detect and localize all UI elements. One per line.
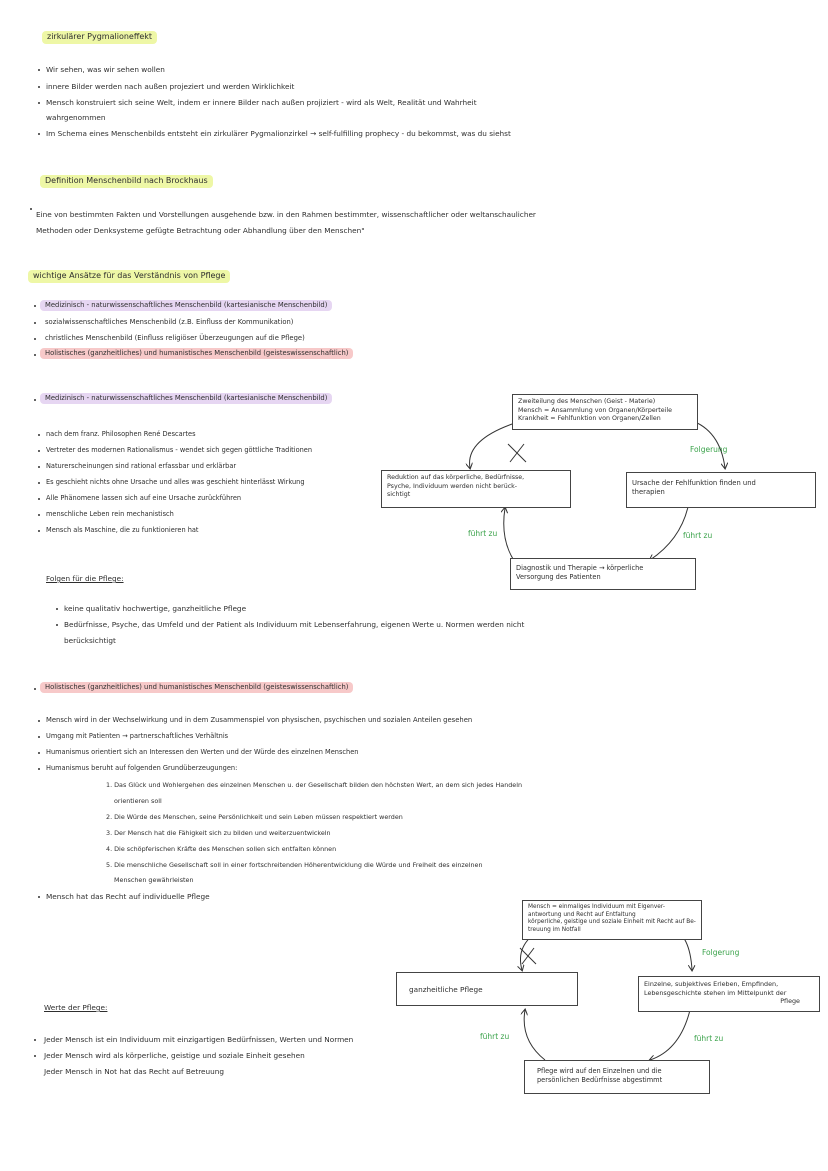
numbered-line: Menschen gewährleisten (114, 876, 194, 884)
text-line: Mensch hat das Recht auf individuelle Pflege (46, 892, 210, 901)
box-line: persönlichen Bedürfnisse abgestimmt (537, 1075, 663, 1084)
cross-mark (508, 444, 526, 462)
label-fuehrt-zu: führt zu (694, 1034, 724, 1043)
text-line: Holistisches (ganzheitliches) und humanistisches Menschenbild (geisteswissenschaftlich) (40, 348, 353, 359)
text-line: Wir sehen, was wir sehen wollen (46, 65, 165, 74)
box-line: Reduktion auf das körperliche, Bedürfnisse, (387, 474, 525, 481)
box-line: Mensch = Ansammlung von Organen/Körperteile (518, 406, 673, 414)
definition-text: Eine von bestimmten Fakten und Vorstellungen ausgehende bzw. in den Rahmen bestimmter, wissenschaftlicher oder weltanschaulicher (36, 210, 536, 219)
bullet (34, 1055, 36, 1057)
text-line: Jeder Mensch wird als körperliche, geistige und soziale Einheit gesehen (44, 1051, 305, 1060)
box-line: Pflege (780, 997, 800, 1006)
bullet (38, 736, 40, 738)
diagram2-box-bottom (524, 1060, 710, 1094)
heading-ansaetze: wichtige Ansätze für das Verständnis von Pflege (28, 270, 230, 283)
heading-holistisch: Holistisches (ganzheitliches) und humanistisches Menschenbild (geisteswissenschaftlich) (40, 682, 353, 693)
definition-text: Methoden oder Denksysteme gefügte Betrachtung oder Abhandlung über den Menschen" (36, 226, 365, 235)
text-line: berücksichtigt (64, 636, 116, 645)
box-line: Zweiteilung des Menschen (Geist - Materie) (518, 398, 656, 405)
heading-werte: Werte der Pflege: (44, 1003, 108, 1012)
box-line: Ursache der Fehlfunktion finden und (632, 479, 756, 487)
box-line: treuung im Notfall (528, 926, 581, 933)
text-line: sozialwissenschaftliches Menschenbild (z.B. Einfluss der Kommunikation) (45, 318, 294, 326)
diagram2-box-left (396, 972, 578, 1006)
bullet (34, 688, 36, 690)
box-line: Versorgung des Patienten (516, 572, 601, 581)
text-line: Umgang mit Patienten → partnerschaftliches Verhältnis (46, 732, 229, 740)
text-line: Humanismus orientiert sich an Interessen den Werten und der Würde des einzelnen Menschen (46, 748, 359, 756)
text-line: Mensch wird in der Wechselwirkung und in dem Zusammenspiel von physischen, psychischen und sozialen Anteilen gesehen (46, 716, 473, 724)
box-line: Krankheit = Fehlfunktion von Organen/Zellen (518, 415, 661, 422)
diagram1-box-bottom (510, 558, 696, 590)
text-line: Mensch konstruiert sich seine Welt, indem er innere Bilder nach außen projiziert - wird als Welt, Realität und Wahrheit (46, 98, 477, 107)
arrow (504, 508, 515, 562)
cross-mark (520, 948, 536, 964)
text-line: Humanismus beruht auf folgenden Grundüberzeugungen: (46, 764, 238, 772)
diagram1-box-top (512, 394, 698, 430)
diagram2-box-top (522, 900, 702, 940)
label-fuehrt-zu: führt zu (468, 529, 498, 538)
box-line: Einzelne, subjektives Erleben, Empfinden, (644, 980, 779, 988)
bullet (38, 720, 40, 722)
box-line: therapien (632, 488, 665, 497)
heading-medizinisch: Medizinisch - naturwissenschaftliches Menschenbild (kartesianische Menschenbild) (40, 393, 332, 404)
label-folgerung: Folgerung (702, 948, 740, 957)
box-line: Mensch = einmaliges Individuum mit Eigenver- (528, 904, 665, 910)
box-line: Lebensgeschichte stehen im Mittelpunkt der (644, 988, 787, 997)
text-line: menschliche Leben rein mechanistisch (46, 510, 174, 518)
text-line: wahrgenommen (46, 113, 106, 122)
box-line: antwortung und Recht auf Entfaltung (528, 911, 636, 918)
label-folgerung: Folgerung (690, 445, 728, 454)
arrow (470, 423, 515, 468)
box-line: ganzheitliche Pflege (409, 985, 483, 994)
bullet (38, 896, 40, 898)
bullet (34, 1039, 36, 1041)
numbered-line: 5. Die menschliche Gesellschaft soll in einer fortschreitenden Höherentwicklung die Würde und Freiheit des einzelnen (106, 861, 483, 869)
box-line: Pflege wird auf den Einzelnen und die (537, 1067, 662, 1075)
text-line: Im Schema eines Menschenbilds entsteht ein zirkulärer Pygmalionzirkel → self-fulfilling prophecy - du bekommst, was du siehst (46, 129, 511, 138)
bullet (38, 768, 40, 770)
diagram2-box-right (638, 976, 820, 1012)
label-fuehrt-zu: führt zu (683, 531, 713, 540)
box-line: körperliche, geistige und soziale Einheit mit Recht auf Be- (528, 919, 696, 926)
text-line: nach dem franz. Philosophen René Descartes (46, 430, 196, 438)
arrow (650, 1010, 690, 1060)
text-line: keine qualitativ hochwertige, ganzheitliche Pflege (64, 604, 247, 613)
text-line: Mensch als Maschine, die zu funktionieren hat (46, 526, 199, 534)
text-line: Jeder Mensch ist ein Individuum mit einzigartigen Bedürfnissen, Werten und Normen (44, 1035, 354, 1044)
heading-folgen: Folgen für die Pflege: (46, 574, 124, 583)
box-line: sichtigt (387, 491, 411, 498)
text-line: Naturerscheinungen sind rational erfassbar und erklärbar (46, 462, 237, 470)
numbered-line: orientieren soll (114, 797, 162, 805)
text-line: christliches Menschenbild (Einfluss religiöser Überzeugungen auf die Pflege) (45, 334, 305, 342)
text-line: Alle Phänomene lassen sich auf eine Ursache zurückführen (46, 494, 242, 502)
heading-pygmalion: zirkulärer Pygmalioneffekt (42, 31, 157, 44)
box-line: Diagnostik und Therapie → körperliche (516, 564, 644, 572)
box-line: Psyche, Individuum werden nicht berück- (387, 482, 518, 490)
diagram1-box-right (626, 472, 816, 508)
numbered-line: 4. Die schöpferischen Kräfte des Menschen sollen sich entfalten können (106, 845, 337, 853)
arrow (524, 1010, 545, 1060)
text-line: innere Bilder werden nach außen projeziert und werden Wirklichkeit (46, 82, 295, 91)
text-line: Bedürfnisse, Psyche, das Umfeld und der Patient als Individuum mit Lebenserfahrung, eigenen Werte u. Normen werden nicht (64, 620, 525, 629)
text-line: Medizinisch - naturwissenschaftliches Menschenbild (kartesianische Menschenbild) (40, 300, 332, 311)
text-line: Es geschieht nichts ohne Ursache und alles was geschieht hinterlässt Wirkung (46, 478, 305, 486)
numbered-line: 1. Das Glück und Wohlergehen des einzelnen Menschen u. der Gesellschaft bilden den höchsten Wert, an dem sich jedes Handeln (106, 781, 523, 789)
bullet (38, 752, 40, 754)
diagram1-box-left (381, 470, 571, 508)
numbered-line: 2. Die Würde des Menschen, seine Persönlichkeit und sein Leben müssen respektiert werden (106, 813, 403, 821)
text-line: Jeder Mensch in Not hat das Recht auf Betreuung (44, 1067, 225, 1076)
text-line: Vertreter des modernen Rationalismus - wendet sich gegen göttliche Traditionen (46, 446, 313, 454)
heading-definition: Definition Menschenbild nach Brockhaus (40, 175, 213, 188)
label-fuehrt-zu: führt zu (480, 1032, 510, 1041)
numbered-line: 3. Der Mensch hat die Fähigkeit sich zu bilden und weiterzuentwickeln (106, 829, 331, 837)
